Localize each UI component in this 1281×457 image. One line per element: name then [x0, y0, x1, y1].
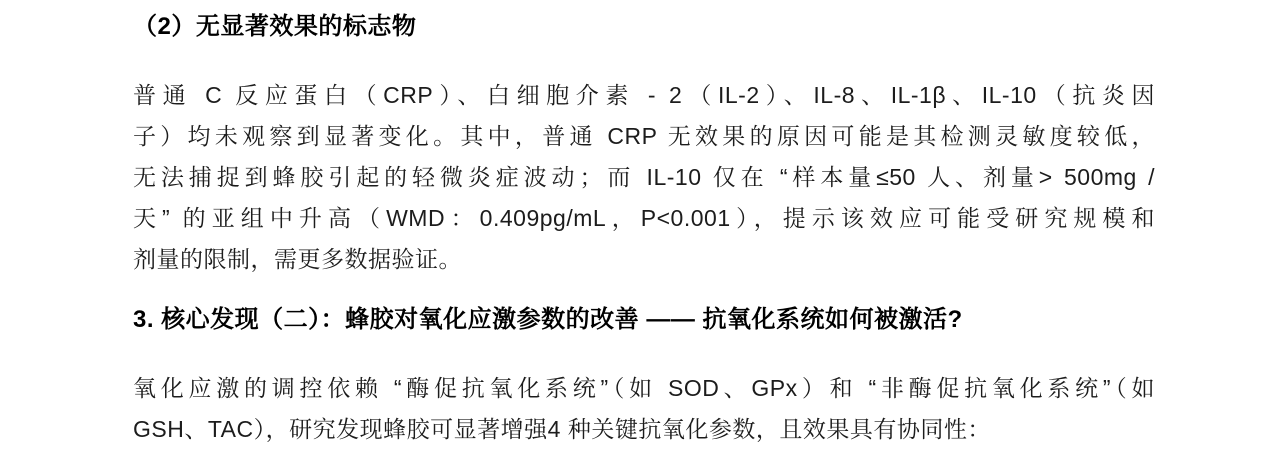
section2-heading: （2）无显著效果的标志物 [133, 13, 417, 40]
paragraph-line: 氧化应激的调控依赖 “酶促抗氧化系统”（如 SOD、GPx）和 “非酶促抗氧化系统”（如 [133, 375, 1155, 401]
paragraph-oxidative-stress [133, 368, 1155, 450]
paragraph-line: 天” 的亚组中升高（WMD：0.409pg/mL，P<0.001），提示该效应可能受研究规模和 [133, 205, 1155, 231]
paragraph-line: 子）均未观察到显著变化。其中，普通 CRP 无效果的原因可能是其检测灵敏度较低， [133, 123, 1155, 149]
paragraph-line: 剂量的限制，需更多数据验证。 [133, 246, 462, 272]
document-content [133, 0, 1155, 450]
section3-heading: 3. 核心发现（二）：蜂胶对氧化应激参数的改善 —— 抗氧化系统如何被激活? [133, 306, 963, 333]
paragraph-inflammation-markers [133, 75, 1155, 280]
paragraph-line: 普通 C 反应蛋白（CRP）、白细胞介素 - 2（IL-2）、IL-8、IL-1β、IL-10（抗炎因 [133, 82, 1155, 108]
paragraph-line: GSH、TAC），研究发现蜂胶可显著增强4 种关键抗氧化参数，且效果具有协同性： [133, 416, 991, 442]
paragraph-line: 无法捕捉到蜂胶引起的轻微炎症波动；而 IL-10 仅在 “样本量≤50 人、剂量> 500mg / [133, 164, 1155, 190]
